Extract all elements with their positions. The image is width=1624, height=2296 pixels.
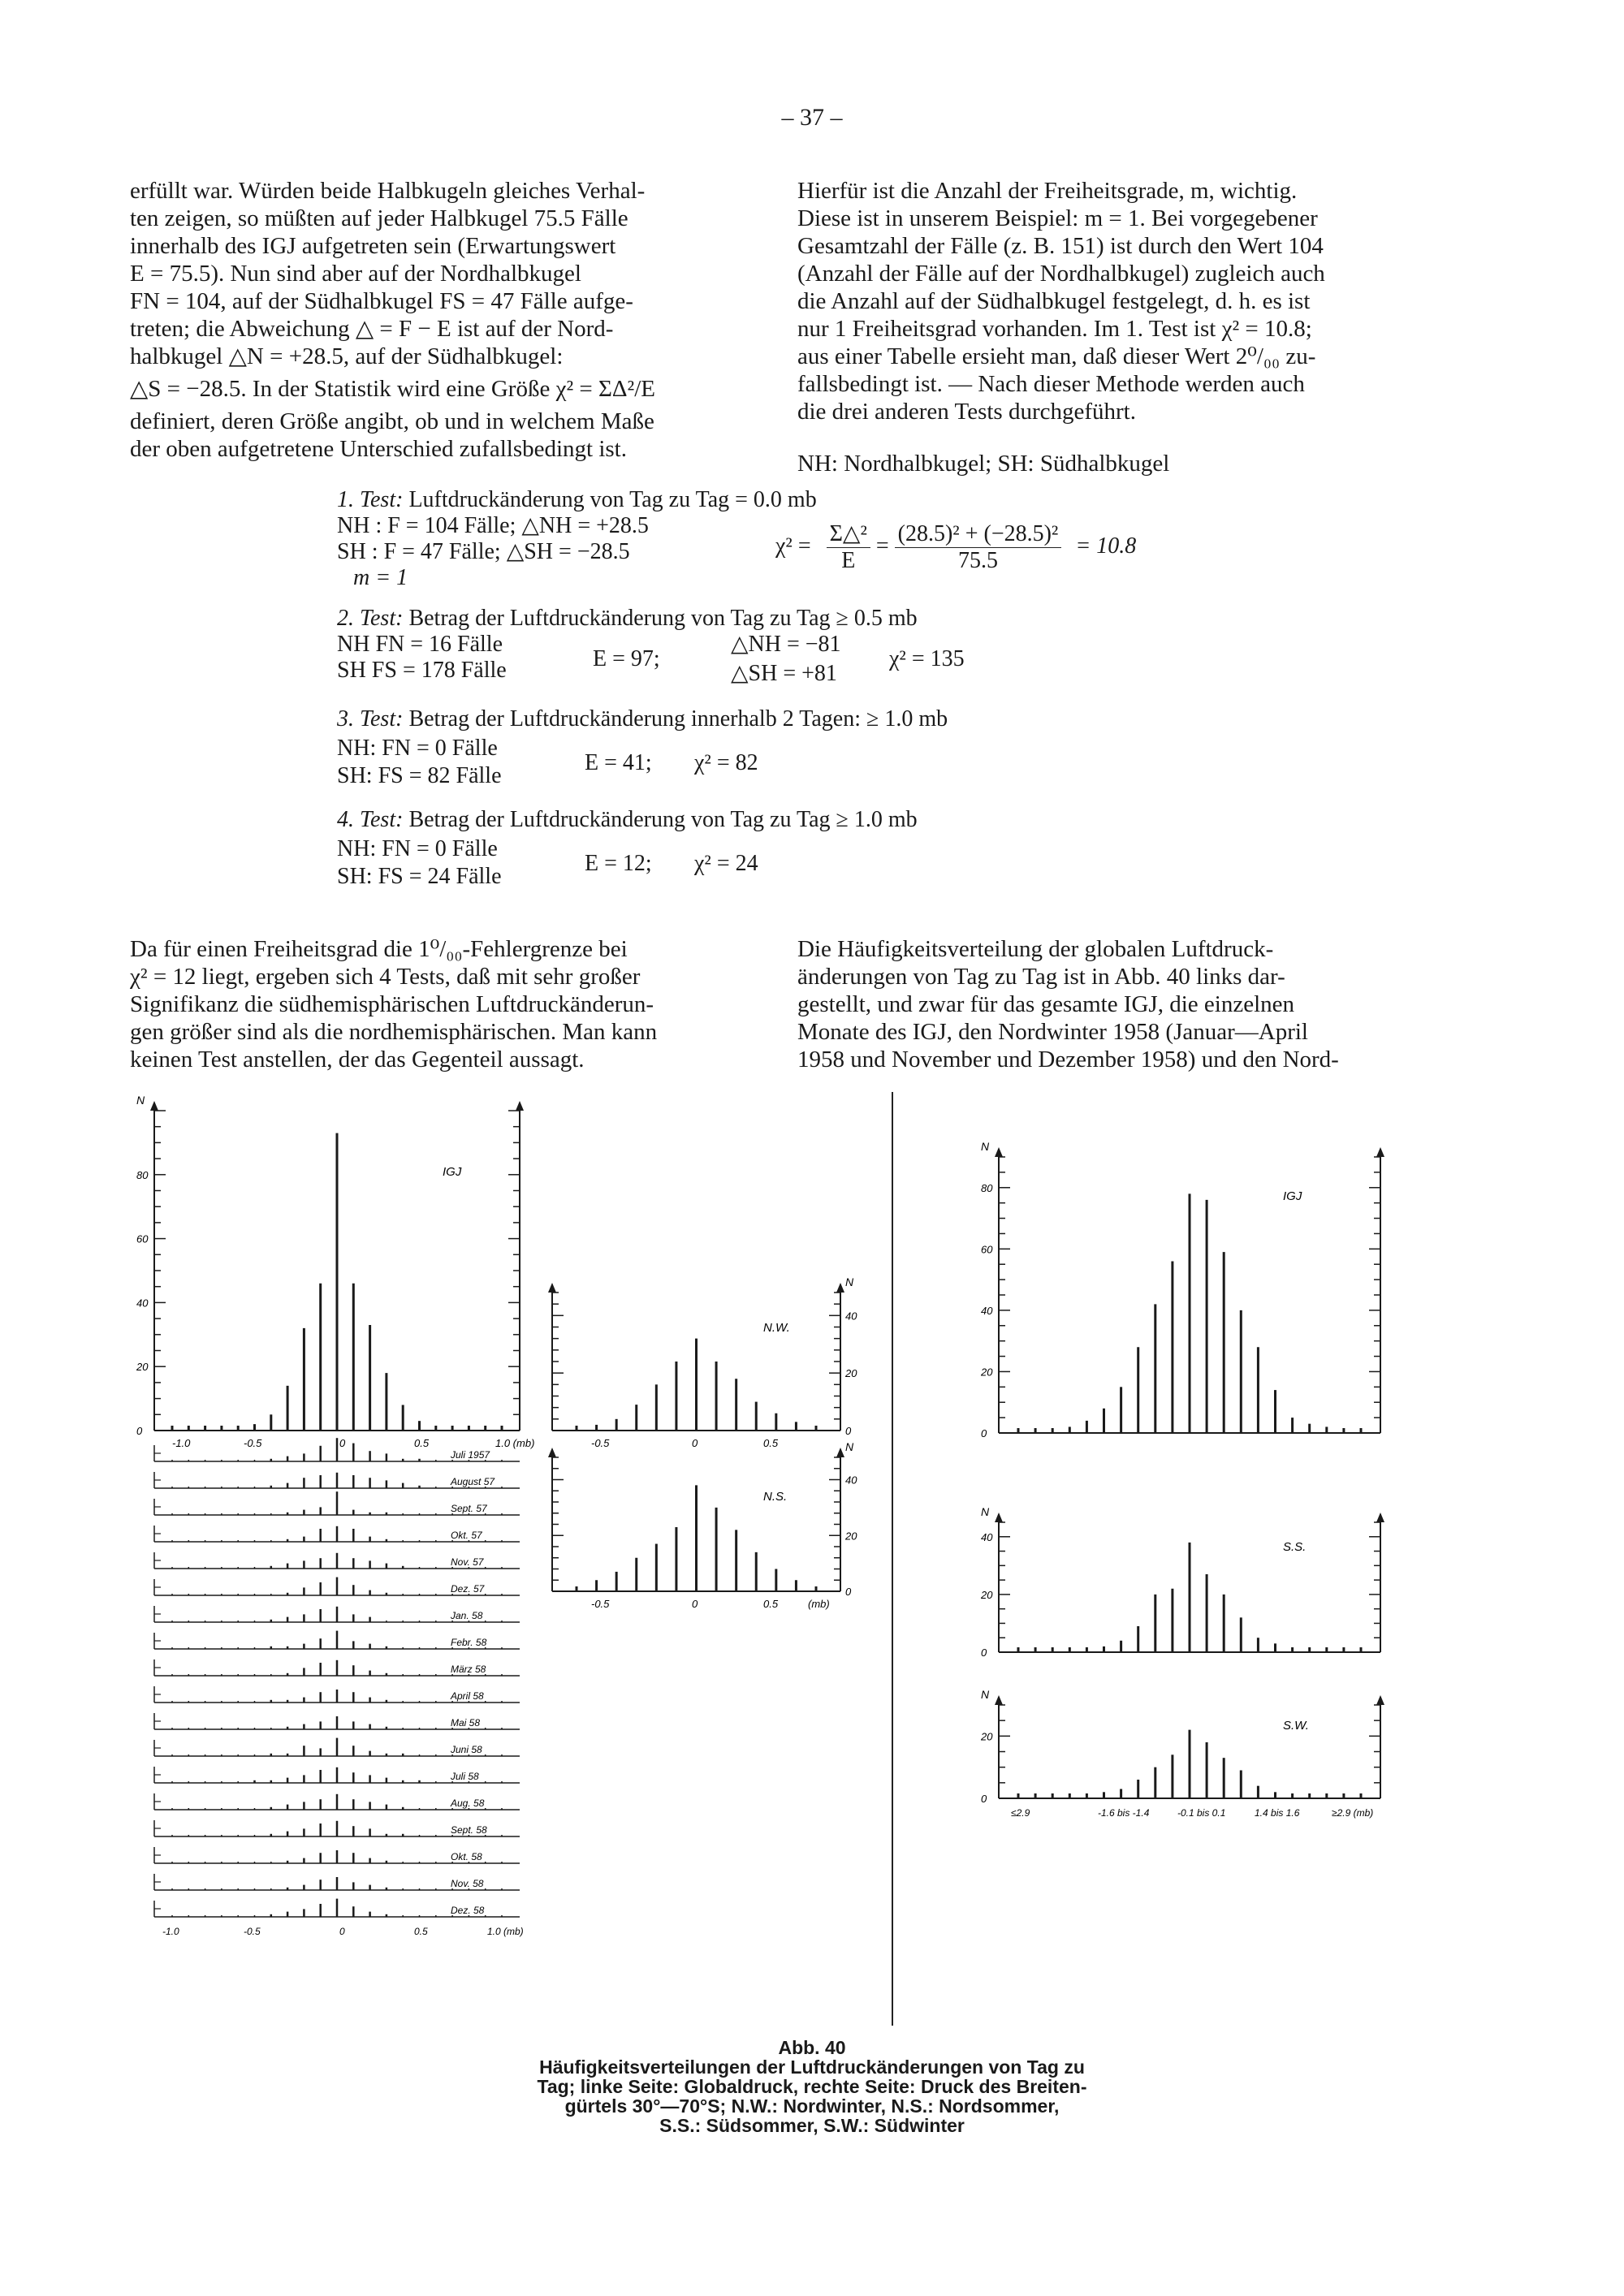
text-line: aus einer Tabelle ersieht man, daß dieser Wert 2⁰/₀₀ zu-: [797, 343, 1316, 369]
test-3-heading: 3. Test: Betrag der Luftdruckänderung innerhalb 2 Tagen: ≥ 1.0 mb: [337, 706, 948, 732]
text-line: Monate des IGJ, den Nordwinter 1958 (Januar—April: [797, 1019, 1308, 1045]
y-axis-label: N: [981, 1505, 990, 1518]
text-line: innerhalb des IGJ aufgetreten sein (Erwartungswert: [130, 233, 616, 259]
text-line: χ² = 12 liegt, ergeben sich 4 Tests, daß mit sehr großer: [130, 964, 641, 990]
text-line: änderungen von Tag zu Tag ist in Abb. 40 links dar-: [797, 964, 1285, 990]
test-4-e: E = 12;: [585, 851, 652, 876]
test-2-heading: 2. Test: Betrag der Luftdruckänderung von Tag zu Tag ≥ 0.5 mb: [337, 606, 918, 631]
panel-title: S.S.: [1283, 1540, 1307, 1554]
y-tick-label: 0: [981, 1427, 987, 1439]
test-1-heading: 1. Test: Luftdruckänderung von Tag zu Tag = 0.0 mb: [337, 487, 817, 512]
x-tick-label: 0: [692, 1437, 698, 1449]
arrow-head: [1376, 1513, 1384, 1522]
panel-title: N.S.: [763, 1490, 788, 1504]
y-axis-label: N: [845, 1440, 854, 1453]
x-tick-label: 0: [339, 1437, 346, 1449]
arrow-head: [150, 1101, 158, 1111]
month-label: Juli 1957: [451, 1449, 490, 1461]
caption-line: gürtels 30°—70°S; N.W.: Nordwinter, N.S.: Nordsommer,: [564, 2095, 1060, 2117]
y-tick-label: 20: [981, 1730, 993, 1743]
text-line: fallsbedingt ist. — Nach dieser Methode werden auch: [797, 371, 1305, 397]
x-tick-label: 1.0 (mb): [495, 1437, 535, 1449]
left-column-bottom: [130, 935, 763, 1073]
y-tick-label: 0: [136, 1425, 143, 1437]
arrow-head: [995, 1695, 1003, 1705]
x-tick-label: -0.5: [244, 1926, 261, 1937]
x-tick-label: ≤2.9: [1011, 1807, 1030, 1819]
caption-line: Häufigkeitsverteilungen der Luftdruckänderungen von Tag zu: [539, 2056, 1085, 2078]
month-label: Nov. 57: [451, 1556, 484, 1568]
y-tick-label: 40: [136, 1297, 149, 1310]
test-2-e: E = 97;: [593, 646, 660, 671]
test-3-chi: χ² = 82: [694, 750, 758, 775]
month-label: Jan. 58: [451, 1610, 483, 1621]
x-tick-label: -1.6 bis -1.4: [1098, 1807, 1150, 1819]
x-tick-label: 1.4 bis 1.6: [1255, 1807, 1300, 1819]
test-2-chi: χ² = 135: [889, 646, 965, 671]
y-axis-label: N: [981, 1140, 990, 1153]
y-tick-label: 80: [136, 1168, 149, 1181]
month-label: Sept. 57: [451, 1503, 487, 1514]
test-1-m: m = 1: [353, 565, 408, 590]
y-axis-label: N: [845, 1275, 854, 1288]
x-tick-label: 0.5: [763, 1437, 779, 1449]
text-line: Signifikanz die südhemisphärischen Luftdruckänderun-: [130, 991, 654, 1017]
panel-title: IGJ: [1283, 1189, 1302, 1203]
caption-title: Abb. 40: [778, 2037, 846, 2058]
text-line: nur 1 Freiheitsgrad vorhanden. Im 1. Test ist χ² = 10.8;: [797, 316, 1312, 342]
month-label: August 57: [451, 1476, 495, 1487]
test-2-nh: NH FN = 16 Fälle: [337, 632, 503, 657]
text-line: treten; die Abweichung △ = F − E ist auf der Nord-: [130, 316, 614, 342]
x-tick-label: ≥2.9 (mb): [1332, 1807, 1374, 1819]
arrow-head: [1376, 1695, 1384, 1705]
panel-title: N.W.: [763, 1321, 790, 1335]
x-tick-label: 0: [339, 1926, 345, 1937]
month-label: Aug. 58: [451, 1798, 485, 1809]
tests-block: [337, 487, 1311, 890]
month-label: März 58: [451, 1664, 486, 1675]
text-line: Gesamtzahl der Fälle (z. B. 151) ist durch den Wert 104: [797, 233, 1324, 259]
x-tick-label: (mb): [808, 1598, 830, 1610]
figure-abb-40: [0, 1080, 1624, 2038]
month-label: Mai 58: [451, 1717, 481, 1728]
test-4-chi: χ² = 24: [694, 851, 758, 876]
x-tick-label: 0: [692, 1598, 698, 1610]
page-number: – 37 –: [781, 104, 843, 131]
test-1-nh: NH : F = 104 Fälle; △NH = +28.5: [337, 513, 649, 538]
arrow-head: [995, 1513, 1003, 1522]
y-tick-label: 60: [981, 1243, 993, 1256]
y-tick-label: 40: [981, 1304, 993, 1317]
test-4-sh: SH: FS = 24 Fälle: [337, 864, 502, 889]
test-4-nh: NH: FN = 0 Fälle: [337, 836, 498, 861]
left-column-top: [130, 177, 763, 463]
test-2-body: [337, 632, 1311, 688]
x-tick-label: 0.5: [414, 1926, 428, 1937]
month-label: Dez. 58: [451, 1905, 485, 1916]
text-line: FN = 104, auf der Südhalbkugel FS = 47 Fälle aufge-: [130, 288, 633, 314]
x-tick-label: -1.0: [162, 1926, 179, 1937]
y-tick-label: 20: [981, 1588, 993, 1601]
y-tick-label: 20: [136, 1361, 149, 1374]
test-3-sh: SH: FS = 82 Fälle: [337, 763, 502, 788]
month-label: Febr. 58: [451, 1637, 487, 1648]
test-3-e: E = 41;: [585, 750, 652, 775]
text-line: der oben aufgetretene Unterschied zufallsbedingt ist.: [130, 436, 627, 462]
arrow-head: [516, 1101, 524, 1111]
test-2-dnh: △NH = −81: [731, 632, 841, 657]
caption-line: S.S.: Südsommer, S.W.: Südwinter: [659, 2115, 965, 2136]
text-line: gestellt, und zwar für das gesamte IGJ, die einzelnen: [797, 991, 1295, 1017]
test-1-sh: SH : F = 47 Fälle; △SH = −28.5: [337, 539, 630, 564]
month-label: Juni 58: [451, 1744, 482, 1755]
right-column-top: [797, 177, 1439, 477]
y-tick-label: 40: [845, 1310, 857, 1323]
month-label: Juli 58: [451, 1771, 479, 1782]
x-tick-label: 1.0 (mb): [487, 1926, 524, 1937]
x-tick-label: -0.5: [591, 1437, 610, 1449]
month-label: Sept. 58: [451, 1824, 487, 1836]
y-tick-label: 0: [981, 1646, 987, 1659]
x-tick-label: -0.1 bis 0.1: [1177, 1807, 1226, 1819]
legend-line: NH: Nordhalbkugel; SH: Südhalbkugel: [797, 451, 1170, 477]
caption-line: Tag; linke Seite: Globaldruck, rechte Seite: Druck des Breiten-: [537, 2076, 1087, 2097]
arrow-head: [995, 1147, 1003, 1157]
text-line: (Anzahl der Fälle auf der Nordhalbkugel) zugleich auch: [797, 261, 1325, 287]
test-3-nh: NH: FN = 0 Fälle: [337, 736, 498, 761]
text-line: Diese ist in unserem Beispiel: m = 1. Bei vorgegebener: [797, 205, 1318, 231]
text-line: Hierfür ist die Anzahl der Freiheitsgrade, m, wichtig.: [797, 178, 1298, 204]
text-line: Da für einen Freiheitsgrad die 1⁰/₀₀-Fehlergrenze bei: [130, 936, 628, 962]
arrow-head: [836, 1448, 844, 1457]
x-tick-label: 0.5: [763, 1598, 779, 1610]
arrow-head: [1376, 1147, 1384, 1157]
x-tick-label: 0.5: [414, 1437, 430, 1449]
x-tick-label: -0.5: [591, 1598, 610, 1610]
test-1-formula: χ² = $\frac{\text{Σ△²}}{E}$ = $\frac{\text{(28.5)² + (−28.5)²}}{75.5}$ = 10.8: [775, 521, 1137, 573]
y-tick-label: 40: [981, 1530, 993, 1543]
month-label: Okt. 57: [451, 1530, 482, 1541]
panel-title: IGJ: [443, 1165, 462, 1179]
panel-title: S.W.: [1283, 1719, 1309, 1733]
text-line: die drei anderen Tests durchgeführt.: [797, 399, 1136, 425]
x-tick-label: -1.0: [172, 1437, 191, 1449]
y-tick-label: 80: [981, 1181, 993, 1194]
y-tick-label: 0: [845, 1425, 852, 1437]
x-tick-label: -0.5: [244, 1437, 262, 1449]
test-2-dsh: △SH = +81: [731, 661, 837, 686]
test-2-sh: SH FS = 178 Fälle: [337, 658, 507, 683]
y-tick-label: 0: [981, 1793, 987, 1805]
figure-caption: [455, 2038, 1169, 2135]
y-tick-label: 20: [981, 1366, 993, 1379]
text-line: Die Häufigkeitsverteilung der globalen Luftdruck-: [797, 936, 1274, 962]
month-label: Dez. 57: [451, 1583, 485, 1595]
text-line: gen größer sind als die nordhemisphärischen. Man kann: [130, 1019, 658, 1045]
text-line: E = 75.5). Nun sind aber auf der Nordhalbkugel: [130, 261, 581, 287]
text-line: ten zeigen, so müßten auf jeder Halbkugel 75.5 Fälle: [130, 205, 628, 231]
text-line: die Anzahl auf der Südhalbkugel festgelegt, d. h. es ist: [797, 288, 1311, 314]
test-1-body: [337, 513, 1311, 591]
y-tick-label: 20: [845, 1530, 857, 1543]
arrow-head: [836, 1283, 844, 1293]
month-label: April 58: [451, 1690, 484, 1702]
text-line: keinen Test anstellen, der das Gegenteil aussagt.: [130, 1047, 585, 1072]
y-tick-label: 0: [845, 1586, 852, 1598]
text-line: definiert, deren Größe angibt, ob und in welchem Maße: [130, 408, 654, 434]
month-label: Nov. 58: [451, 1878, 484, 1889]
y-axis-label: N: [136, 1094, 145, 1107]
month-label: Okt. 58: [451, 1851, 482, 1862]
test-4-heading: 4. Test: Betrag der Luftdruckänderung von Tag zu Tag ≥ 1.0 mb: [337, 807, 918, 832]
test-3-body: [337, 732, 1311, 789]
text-line: erfüllt war. Würden beide Halbkugeln gleiches Verhal-: [130, 178, 646, 204]
text-line: 1958 und November und Dezember 1958) und den Nord-: [797, 1047, 1339, 1072]
text-line: △S = −28.5. In der Statistik wird eine Größe χ² = ΣΔ²/E: [130, 376, 655, 402]
y-axis-label: N: [981, 1688, 990, 1701]
test-4-body: [337, 833, 1311, 890]
text-line: halbkugel △N = +28.5, auf der Südhalbkugel:: [130, 343, 564, 369]
arrow-head: [548, 1283, 556, 1293]
y-tick-label: 60: [136, 1232, 149, 1245]
right-column-bottom: [797, 935, 1439, 1073]
y-tick-label: 20: [845, 1367, 857, 1380]
arrow-head: [548, 1448, 556, 1457]
y-tick-label: 40: [845, 1474, 857, 1487]
